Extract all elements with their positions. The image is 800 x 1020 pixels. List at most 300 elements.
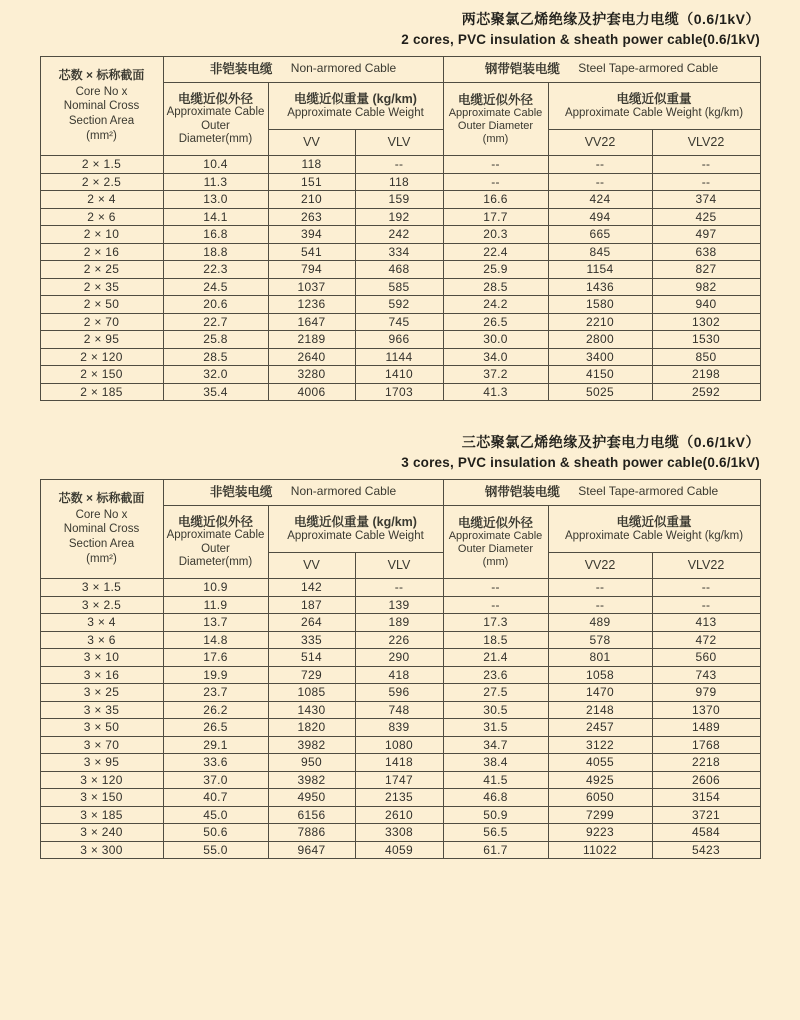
value-cell: 226	[355, 631, 443, 649]
value-cell: 46.8	[443, 789, 548, 807]
value-cell: 585	[355, 278, 443, 296]
value-cell: 1058	[548, 666, 652, 684]
value-cell: 1370	[652, 701, 760, 719]
value-cell: 3280	[268, 366, 355, 384]
table-row	[40, 243, 760, 261]
core-size-cell: 3 × 10	[40, 649, 163, 667]
table-row	[40, 313, 760, 331]
value-cell: 290	[355, 649, 443, 667]
table-row	[40, 719, 760, 737]
table-row	[40, 631, 760, 649]
header-core-section	[40, 480, 163, 579]
table-row	[40, 226, 760, 244]
header-col-vlv: VLV	[355, 553, 443, 579]
value-cell: 1580	[548, 296, 652, 314]
value-cell: 950	[268, 754, 355, 772]
header-group-nonarmored	[163, 480, 443, 506]
value-cell: 41.3	[443, 383, 548, 401]
header-core-en-line3: Section Area	[68, 537, 135, 550]
value-cell: 210	[268, 191, 355, 209]
cable-table-2core	[40, 56, 761, 401]
value-cell: 1647	[268, 313, 355, 331]
value-cell: --	[548, 596, 652, 614]
value-cell: 22.3	[163, 261, 268, 279]
header-na-diameter-en2: Outer Diameter(mm)	[178, 542, 253, 568]
table-row	[40, 208, 760, 226]
value-cell: 514	[268, 649, 355, 667]
header-na-diameter	[163, 83, 268, 156]
value-cell: 263	[268, 208, 355, 226]
header-st-diameter-en2: Outer Diameter	[457, 542, 534, 555]
value-cell: --	[548, 173, 652, 191]
core-size-cell: 2 × 10	[40, 226, 163, 244]
value-cell: 748	[355, 701, 443, 719]
value-cell: 2210	[548, 313, 652, 331]
header-col-vlv22: VLV22	[652, 130, 760, 156]
value-cell: 17.3	[443, 614, 548, 632]
value-cell: --	[355, 156, 443, 174]
core-size-cell: 3 × 95	[40, 754, 163, 772]
header-group-nonarmored	[163, 57, 443, 83]
value-cell: 6050	[548, 789, 652, 807]
value-cell: 334	[355, 243, 443, 261]
value-cell: 2218	[652, 754, 760, 772]
value-cell: 34.0	[443, 348, 548, 366]
value-cell: 335	[268, 631, 355, 649]
value-cell: 394	[268, 226, 355, 244]
value-cell: 18.5	[443, 631, 548, 649]
value-cell: 16.8	[163, 226, 268, 244]
value-cell: 4150	[548, 366, 652, 384]
value-cell: 7886	[268, 824, 355, 842]
core-size-cell: 2 × 95	[40, 331, 163, 349]
value-cell: --	[548, 156, 652, 174]
value-cell: 1080	[355, 736, 443, 754]
value-cell: 1144	[355, 348, 443, 366]
header-core-en-line2: Nominal Cross	[63, 100, 140, 113]
value-cell: 9647	[268, 841, 355, 859]
table1-title-english: 2 cores, PVC insulation & sheath power cable(0.6/1kV)	[401, 32, 760, 47]
header-st-weight-en: Approximate Cable Weight (kg/km)	[564, 529, 744, 542]
value-cell: 29.1	[163, 736, 268, 754]
value-cell: 3308	[355, 824, 443, 842]
value-cell: 1154	[548, 261, 652, 279]
value-cell: 41.5	[443, 771, 548, 789]
header-st-diameter-en3: (mm)	[482, 132, 509, 145]
header-st-diameter-zh: 电缆近似外径	[457, 92, 533, 107]
value-cell: 34.7	[443, 736, 548, 754]
header-st-diameter-en1: Approximate Cable	[448, 107, 543, 120]
core-size-cell: 3 × 300	[40, 841, 163, 859]
value-cell: 1418	[355, 754, 443, 772]
value-cell: 24.5	[163, 278, 268, 296]
value-cell: 17.7	[443, 208, 548, 226]
value-cell: 1747	[355, 771, 443, 789]
value-cell: 61.7	[443, 841, 548, 859]
value-cell: 32.0	[163, 366, 268, 384]
value-cell: 3400	[548, 348, 652, 366]
table1-body	[40, 156, 760, 401]
value-cell: --	[548, 579, 652, 597]
header-steel-en: Steel Tape-armored Cable	[578, 61, 719, 76]
value-cell: 2592	[652, 383, 760, 401]
core-size-cell: 2 × 2.5	[40, 173, 163, 191]
value-cell: 3122	[548, 736, 652, 754]
header-core-en-line4: (mm²)	[86, 129, 117, 142]
header-na-weight	[268, 83, 443, 130]
value-cell: 4006	[268, 383, 355, 401]
table-row	[40, 278, 760, 296]
header-na-weight-en: Approximate Cable Weight	[287, 106, 424, 119]
value-cell: 26.5	[163, 719, 268, 737]
header-core-en-line1: Core No x	[75, 85, 128, 98]
table-row	[40, 579, 760, 597]
value-cell: 374	[652, 191, 760, 209]
value-cell: 1703	[355, 383, 443, 401]
header-na-weight-zh: 电缆近似重量 (kg/km)	[294, 92, 417, 107]
header-st-diameter-zh: 电缆近似外径	[457, 515, 533, 530]
table2-body	[40, 579, 760, 859]
header-group-steel-armored	[443, 57, 760, 83]
core-size-cell: 3 × 185	[40, 806, 163, 824]
table2-title-chinese: 三芯聚氯乙烯绝缘及护套电力电缆（0.6/1kV）	[461, 434, 760, 450]
value-cell: 6156	[268, 806, 355, 824]
value-cell: 9223	[548, 824, 652, 842]
value-cell: 2189	[268, 331, 355, 349]
table-row	[40, 191, 760, 209]
value-cell: 413	[652, 614, 760, 632]
value-cell: 424	[548, 191, 652, 209]
value-cell: 31.5	[443, 719, 548, 737]
value-cell: 729	[268, 666, 355, 684]
value-cell: 1530	[652, 331, 760, 349]
header-core-en-line1: Core No x	[75, 508, 128, 521]
value-cell: --	[443, 173, 548, 191]
value-cell: 13.0	[163, 191, 268, 209]
value-cell: 50.6	[163, 824, 268, 842]
value-cell: 26.2	[163, 701, 268, 719]
value-cell: 592	[355, 296, 443, 314]
core-size-cell: 3 × 70	[40, 736, 163, 754]
table-row	[40, 173, 760, 191]
value-cell: 27.5	[443, 684, 548, 702]
header-na-diameter-zh: 电缆近似外径	[177, 514, 253, 529]
value-cell: 139	[355, 596, 443, 614]
value-cell: 1085	[268, 684, 355, 702]
core-size-cell: 2 × 150	[40, 366, 163, 384]
value-cell: 37.0	[163, 771, 268, 789]
value-cell: 497	[652, 226, 760, 244]
value-cell: 20.6	[163, 296, 268, 314]
value-cell: 1302	[652, 313, 760, 331]
core-size-cell: 2 × 1.5	[40, 156, 163, 174]
value-cell: 142	[268, 579, 355, 597]
value-cell: 17.6	[163, 649, 268, 667]
table-row	[40, 596, 760, 614]
value-cell: 743	[652, 666, 760, 684]
value-cell: 28.5	[443, 278, 548, 296]
value-cell: 794	[268, 261, 355, 279]
value-cell: 1410	[355, 366, 443, 384]
header-st-diameter-en1: Approximate Cable	[448, 530, 543, 543]
value-cell: 118	[355, 173, 443, 191]
core-size-cell: 3 × 50	[40, 719, 163, 737]
value-cell: 940	[652, 296, 760, 314]
table-row	[40, 348, 760, 366]
table-row	[40, 771, 760, 789]
value-cell: 4055	[548, 754, 652, 772]
core-size-cell: 3 × 35	[40, 701, 163, 719]
header-na-diameter-en2: Outer Diameter(mm)	[178, 119, 253, 145]
value-cell: 979	[652, 684, 760, 702]
core-size-cell: 3 × 25	[40, 684, 163, 702]
value-cell: 4059	[355, 841, 443, 859]
value-cell: 22.7	[163, 313, 268, 331]
table1-title-chinese: 两芯聚氯乙烯绝缘及护套电力电缆（0.6/1kV）	[461, 11, 760, 27]
table-row	[40, 701, 760, 719]
value-cell: 37.2	[443, 366, 548, 384]
value-cell: 494	[548, 208, 652, 226]
core-size-cell: 3 × 6	[40, 631, 163, 649]
table-row	[40, 366, 760, 384]
value-cell: 2800	[548, 331, 652, 349]
core-size-cell: 2 × 120	[40, 348, 163, 366]
value-cell: 2457	[548, 719, 652, 737]
value-cell: 55.0	[163, 841, 268, 859]
value-cell: 20.3	[443, 226, 548, 244]
value-cell: 425	[652, 208, 760, 226]
value-cell: --	[652, 596, 760, 614]
header-steel-en: Steel Tape-armored Cable	[578, 484, 719, 499]
header-col-vv: VV	[268, 130, 355, 156]
value-cell: 10.9	[163, 579, 268, 597]
table-row	[40, 296, 760, 314]
value-cell: 35.4	[163, 383, 268, 401]
header-col-vlv22: VLV22	[652, 553, 760, 579]
table-row	[40, 331, 760, 349]
table2-title-english: 3 cores, PVC insulation & sheath power cable(0.6/1kV)	[401, 455, 760, 470]
header-na-weight-zh: 电缆近似重量 (kg/km)	[294, 515, 417, 530]
table-row	[40, 806, 760, 824]
value-cell: 5423	[652, 841, 760, 859]
value-cell: 189	[355, 614, 443, 632]
header-steel-zh: 钢带铠装电缆	[484, 61, 560, 76]
header-col-vv22: VV22	[548, 130, 652, 156]
value-cell: 25.8	[163, 331, 268, 349]
header-col-vlv: VLV	[355, 130, 443, 156]
core-size-cell: 3 × 4	[40, 614, 163, 632]
table1-header	[40, 57, 760, 156]
value-cell: 21.4	[443, 649, 548, 667]
value-cell: 242	[355, 226, 443, 244]
value-cell: 2135	[355, 789, 443, 807]
header-na-diameter-en1: Approximate Cable	[166, 106, 265, 119]
value-cell: 1236	[268, 296, 355, 314]
header-core-section-zh: 芯数 × 标称截面	[58, 67, 145, 82]
value-cell: 801	[548, 649, 652, 667]
value-cell: 1430	[268, 701, 355, 719]
table-row	[40, 614, 760, 632]
value-cell: 10.4	[163, 156, 268, 174]
value-cell: 19.9	[163, 666, 268, 684]
value-cell: 25.9	[443, 261, 548, 279]
table2-title-block	[40, 432, 760, 470]
header-na-diameter-en1: Approximate Cable	[166, 529, 265, 542]
value-cell: 1489	[652, 719, 760, 737]
value-cell: 850	[652, 348, 760, 366]
table-row	[40, 824, 760, 842]
value-cell: --	[443, 156, 548, 174]
header-core-section	[40, 57, 163, 156]
table-row	[40, 156, 760, 174]
header-st-diameter	[443, 83, 548, 156]
table2-header	[40, 480, 760, 579]
header-core-en-line2: Nominal Cross	[63, 523, 140, 536]
value-cell: 11.3	[163, 173, 268, 191]
value-cell: 56.5	[443, 824, 548, 842]
header-na-weight	[268, 506, 443, 553]
value-cell: 1470	[548, 684, 652, 702]
value-cell: 827	[652, 261, 760, 279]
value-cell: 966	[355, 331, 443, 349]
table1-title-block	[40, 9, 760, 47]
value-cell: 187	[268, 596, 355, 614]
value-cell: 33.6	[163, 754, 268, 772]
value-cell: 159	[355, 191, 443, 209]
value-cell: 4950	[268, 789, 355, 807]
header-steel-zh: 钢带铠装电缆	[484, 484, 560, 499]
header-group-steel-armored	[443, 480, 760, 506]
value-cell: --	[652, 156, 760, 174]
header-nonarmored-zh: 非铠装电缆	[209, 61, 273, 76]
value-cell: --	[355, 579, 443, 597]
value-cell: 578	[548, 631, 652, 649]
value-cell: 24.2	[443, 296, 548, 314]
value-cell: 1768	[652, 736, 760, 754]
value-cell: --	[652, 173, 760, 191]
value-cell: 2198	[652, 366, 760, 384]
header-col-vv: VV	[268, 553, 355, 579]
header-nonarmored-en: Non-armored Cable	[290, 61, 397, 76]
core-size-cell: 2 × 16	[40, 243, 163, 261]
header-st-weight-zh: 电缆近似重量	[616, 515, 692, 530]
value-cell: 4584	[652, 824, 760, 842]
value-cell: 11.9	[163, 596, 268, 614]
value-cell: --	[443, 579, 548, 597]
header-na-weight-en: Approximate Cable Weight	[287, 529, 424, 542]
header-core-section-zh: 芯数 × 标称截面	[58, 490, 145, 505]
value-cell: 2148	[548, 701, 652, 719]
value-cell: --	[443, 596, 548, 614]
core-size-cell: 3 × 120	[40, 771, 163, 789]
value-cell: 2640	[268, 348, 355, 366]
value-cell: 745	[355, 313, 443, 331]
value-cell: 40.7	[163, 789, 268, 807]
value-cell: 16.6	[443, 191, 548, 209]
value-cell: 192	[355, 208, 443, 226]
value-cell: 418	[355, 666, 443, 684]
value-cell: --	[652, 579, 760, 597]
value-cell: 50.9	[443, 806, 548, 824]
value-cell: 596	[355, 684, 443, 702]
table-row	[40, 789, 760, 807]
table-row	[40, 383, 760, 401]
core-size-cell: 2 × 4	[40, 191, 163, 209]
value-cell: 14.8	[163, 631, 268, 649]
core-size-cell: 3 × 1.5	[40, 579, 163, 597]
value-cell: 45.0	[163, 806, 268, 824]
value-cell: 489	[548, 614, 652, 632]
table-row	[40, 666, 760, 684]
header-st-weight-zh: 电缆近似重量	[616, 92, 692, 107]
core-size-cell: 2 × 70	[40, 313, 163, 331]
core-size-cell: 3 × 2.5	[40, 596, 163, 614]
core-size-cell: 2 × 185	[40, 383, 163, 401]
core-size-cell: 2 × 50	[40, 296, 163, 314]
table-row	[40, 649, 760, 667]
value-cell: 3982	[268, 771, 355, 789]
value-cell: 3721	[652, 806, 760, 824]
value-cell: 1037	[268, 278, 355, 296]
value-cell: 468	[355, 261, 443, 279]
value-cell: 1436	[548, 278, 652, 296]
header-nonarmored-zh: 非铠装电缆	[209, 484, 273, 499]
value-cell: 28.5	[163, 348, 268, 366]
value-cell: 982	[652, 278, 760, 296]
value-cell: 23.7	[163, 684, 268, 702]
header-st-diameter-en3: (mm)	[482, 555, 509, 568]
header-na-diameter-zh: 电缆近似外径	[177, 91, 253, 106]
value-cell: 541	[268, 243, 355, 261]
value-cell: 638	[652, 243, 760, 261]
core-size-cell: 3 × 150	[40, 789, 163, 807]
core-size-cell: 3 × 16	[40, 666, 163, 684]
value-cell: 118	[268, 156, 355, 174]
value-cell: 13.7	[163, 614, 268, 632]
core-size-cell: 2 × 35	[40, 278, 163, 296]
value-cell: 3982	[268, 736, 355, 754]
table-row	[40, 754, 760, 772]
value-cell: 11022	[548, 841, 652, 859]
value-cell: 23.6	[443, 666, 548, 684]
cable-table-3core	[40, 479, 761, 859]
value-cell: 14.1	[163, 208, 268, 226]
value-cell: 1820	[268, 719, 355, 737]
header-st-weight	[548, 83, 760, 130]
table-row	[40, 261, 760, 279]
value-cell: 839	[355, 719, 443, 737]
value-cell: 30.0	[443, 331, 548, 349]
value-cell: 151	[268, 173, 355, 191]
value-cell: 38.4	[443, 754, 548, 772]
value-cell: 2606	[652, 771, 760, 789]
value-cell: 264	[268, 614, 355, 632]
value-cell: 560	[652, 649, 760, 667]
table-row	[40, 736, 760, 754]
header-col-vv22: VV22	[548, 553, 652, 579]
value-cell: 7299	[548, 806, 652, 824]
core-size-cell: 2 × 6	[40, 208, 163, 226]
value-cell: 5025	[548, 383, 652, 401]
core-size-cell: 3 × 240	[40, 824, 163, 842]
value-cell: 2610	[355, 806, 443, 824]
table-row	[40, 841, 760, 859]
value-cell: 665	[548, 226, 652, 244]
value-cell: 30.5	[443, 701, 548, 719]
header-na-diameter	[163, 506, 268, 579]
value-cell: 18.8	[163, 243, 268, 261]
value-cell: 26.5	[443, 313, 548, 331]
